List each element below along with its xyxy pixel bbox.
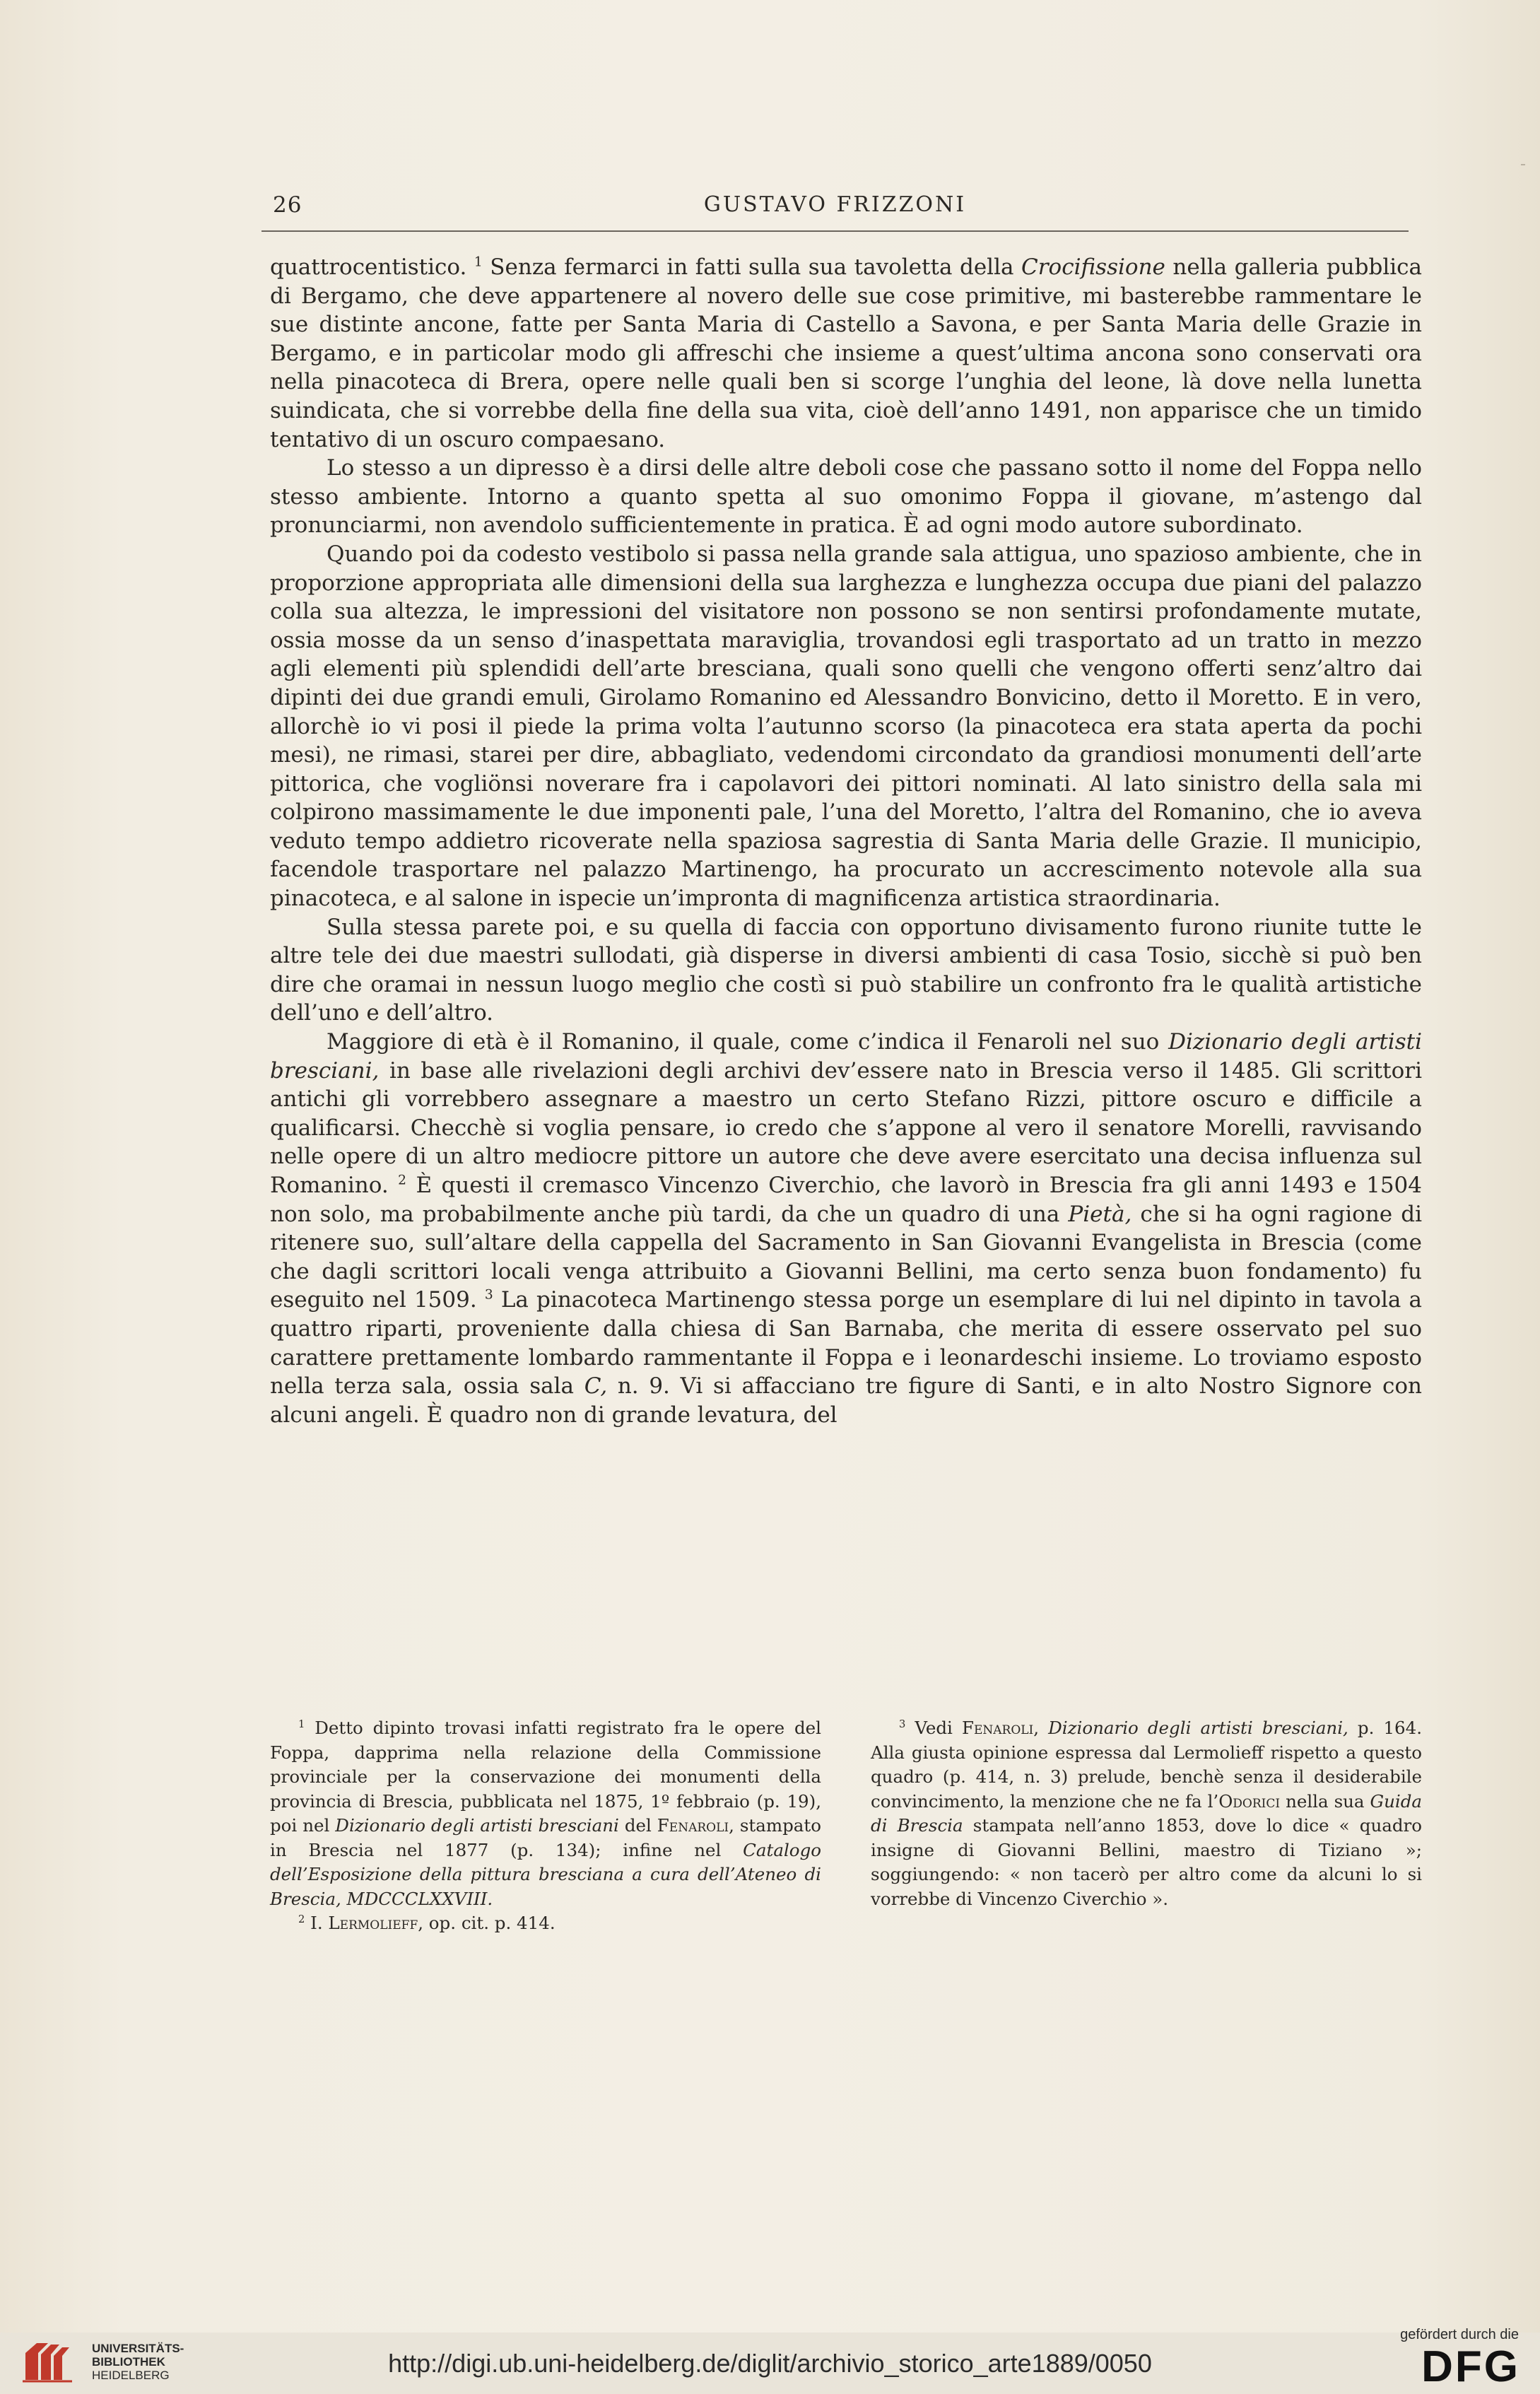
italic-title: Dizionario degli artisti bresciani,: [270, 1029, 1422, 1084]
author-name: Fenaroli: [961, 1718, 1034, 1738]
footnote-number: 2: [298, 1913, 305, 1925]
text-run: , stampato in Brescia nel 1877 (p. 134); infine nel: [270, 1815, 821, 1860]
italic-title: Catalogo dell’Esposizione della pittura bresciana a cura dell’Ateneo di Brescia, MDCCCLXXVIII.: [270, 1839, 821, 1909]
text-run: Senza fermarci in fatti sulla sua tavoletta della: [482, 254, 1022, 280]
text-run: Vedi: [905, 1718, 962, 1738]
text-run: del: [618, 1815, 657, 1836]
footnote-2: [270, 1911, 821, 1936]
text-run: che si ha ogni ragione di ritenere suo, sull’altare della cappella del Sacramento in San Giovanni Evangelista in Brescia (come che dagli scrittori locali venga attribuito a Giovanni Bellini, ma certo senza buon fondamento) fu eseguito nel 1509.: [270, 1201, 1422, 1313]
author-name: Fenaroli: [657, 1815, 729, 1836]
source-url-link[interactable]: http://digi.ub.uni-heidelberg.de/diglit/archivio_storico_arte1889/0050: [388, 2349, 1152, 2378]
footnote-number: 1: [298, 1718, 305, 1730]
footnotes-left-column: [270, 1716, 821, 1936]
running-title: GUSTAVO FRIZZONI: [703, 192, 967, 217]
author-name: Odorici: [1218, 1790, 1281, 1812]
text-run: p. 164. Alla giusta opinione espressa dal Lermolieff rispetto a questo quadro (p. 414, n. 3) prelude, benchè senza il desiderabile convincimento, la menzione che ne fa l’: [871, 1718, 1422, 1812]
footnote-3: [871, 1716, 1422, 1911]
paragraph-4: Sulla stessa parete poi, e su quella di faccia con opportuno divisamento furono riunite tutte le altre tele dei due maestri sullodati, già disperse in diversi ambienti di casa Tosio, sicchè si può ben dire che oramai in nessun luogo meglio che costì si può stabilire un confronto fra le qualità artistiche dell’uno e dell’altro.: [270, 914, 1422, 1026]
footnote-number: 3: [899, 1718, 906, 1730]
page-number: 26: [273, 192, 302, 218]
paragraph-1: [270, 253, 1422, 454]
dfg-caption: gefördert durch die: [1400, 2327, 1519, 2342]
author-name: Lermolieff: [328, 1913, 418, 1933]
main-text: [270, 253, 1422, 1429]
paragraph-3: Quando poi da codesto vestibolo si passa nella grande sala attigua, uno spazioso ambiente, che in proporzione appropriata alle dimensioni della sua larghezza e lunghezza occupa due piani del palazzo colla sua altezza, le impressioni del visitatore non possono se non sentirsi profondamente mutate, ossia mosse da un senso d’inaspettata maraviglia, trovandosi egli trasportato ad un tratto in mezzo agli elementi più splendidi dell’arte bresciana, quali sono quelli che vengono offerti senz’altro dai dipinti dei due grandi emuli, Girolamo Romanino ed Alessandro Bonvicino, detto il Moretto. E in vero, allorchè io vi posi il piede la prima volta l’autunno scorso (la pinacoteca era stata aperta da pochi mesi), ne rimasi, starei per dire, abbagliato, vedendomi circondato da grandiosi monumenti dell’arte pittorica, che vogliönsi noverare fra i capolavori dei pittori nominati. Al lato sinistro della sala mi colpirono massimamente le due imponenti pale, l’una del Moretto, l’altra del Romanino, che io aveva veduto tempo addietro ricoverate nella spaziosa sagrestia di Santa Maria delle Grazie. Il municipio, facendole trasportare nel palazzo Martinengo, ha procurato un accrescimento notevole alla sua pinacoteca, e al salone in ispecie un’impronta di magnificenza artistica straordinaria.: [270, 541, 1422, 912]
footnote-1: [270, 1716, 821, 1911]
italic-title: C,: [584, 1373, 608, 1400]
library-name-line: HEIDELBERG: [92, 2369, 170, 2382]
text-run: Maggiore di età è il Romanino, il quale, come c’indica il Fenaroli nel suo: [327, 1029, 1169, 1055]
footnote-ref-2: 2: [398, 1173, 406, 1188]
footnotes: [270, 1716, 1422, 1936]
page-header: [261, 191, 1409, 232]
italic-title: Crocifissione: [1021, 254, 1165, 280]
paragraph-5: [270, 1028, 1422, 1429]
footnote-ref-1: 1: [474, 254, 483, 270]
edge-mark: [1521, 164, 1525, 165]
text-run: in base alle rivelazioni degli archivi dev’essere nato in Brescia verso il 1485. Gli scrittori antichi gli vorrebbero assegnare a maestro un certo Stefano Rizzi, pittore oscuro e difficile a qualificarsi. Checchè si voglia pensare, io credo che s’appone al vero il senatore Morelli, ravvisando nelle opere di un altro mediocre pittore un autore che deve avere esercitato una decisa influenza sul Romanino.: [270, 1057, 1422, 1198]
text-run: nella galleria pubblica di Bergamo, che deve appartenere al novero delle sue cose primitive, mi basterebbe rammentare le sue distinte ancone, fatte per Santa Maria di Castello a Savona, e per Santa Maria delle Grazie in Bergamo, e in particolar modo gli affreschi che insieme a quest’ultima ancona sono conservati ora nella pinacoteca di Brera, opere nelle quali ben si scorge l’unghia del leone, là dove nella lunetta suindicata, che si vorrebbe della fine della sua vita, cioè dell’anno 1491, non apparisce che un timido tentativo di un oscuro compaesano.: [270, 254, 1423, 452]
italic-title: Dizionario degli artisti bresciani: [335, 1815, 619, 1836]
library-name-line: UNIVERSITÄTS-: [92, 2342, 184, 2355]
text-run: stampata nell’anno 1853, dove lo dice « quadro insigne di Giovanni Bellini, maestro di Tiziano »; soggiungendo: « non tacerò per altro come da alcuni lo si vorrebbe di Vincenzo Civerchio ».: [871, 1815, 1422, 1909]
text-run: quattrocentistico.: [270, 254, 474, 280]
italic-title: Pietà,: [1068, 1201, 1132, 1227]
dfg-logo: DFG: [1421, 2342, 1520, 2391]
footnotes-right-column: [871, 1716, 1422, 1936]
footnote-ref-3: 3: [484, 1288, 493, 1303]
text-run: nella sua: [1280, 1790, 1370, 1812]
library-name-line: BIBLIOTHEK: [92, 2355, 165, 2369]
text-run: ,: [1033, 1718, 1049, 1738]
text-run: I.: [305, 1913, 329, 1933]
italic-title: Dizionario degli artisti bresciani,: [1048, 1718, 1348, 1738]
text-run: Detto dipinto trovasi infatti registrato fra le opere del Foppa, dapprima nella relazione della Commissione provinciale per la conservazione dei monumenti della provincia di Brescia, pubblicata nel 1875, 1º febbraio (p. 19), poi nel: [270, 1718, 821, 1836]
paragraph-2: Lo stesso a un dipresso è a dirsi delle altre deboli cose che passano sotto il nome del Foppa nello stesso ambiente. Intorno a quanto spetta al suo omonimo Foppa il giovane, m’astengo dal pronunciarmi, non avendolo sufficientemente in pratica. È ad ogni modo autore subordinato.: [270, 455, 1422, 539]
text-run: È questi il cremasco Vincenzo Civerchio, che lavorò in Brescia fra gli anni 1493 e 1504 non solo, ma probabilmente anche più tardi, da che un quadro di una: [270, 1173, 1422, 1227]
italic-title: Guida di Brescia: [871, 1790, 1422, 1836]
text-run: n. 9. Vi si affacciano tre figure di Santi, e in alto Nostro Signore con alcuni angeli. È quadro non di grande levatura, del: [270, 1373, 1422, 1428]
text-run: La pinacoteca Martinengo stessa porge un esemplare di lui nel dipinto in tavola a quattro riparti, proveniente dalla chiesa di San Barnaba, che merita di essere osservato pel suo carattere prettamente lombardo rammentante il Foppa e i leonardeschi insieme. Lo troviamo esposto nella terza sala, ossia sala: [270, 1287, 1422, 1400]
text-run: , op. cit. p. 414.: [418, 1913, 556, 1933]
